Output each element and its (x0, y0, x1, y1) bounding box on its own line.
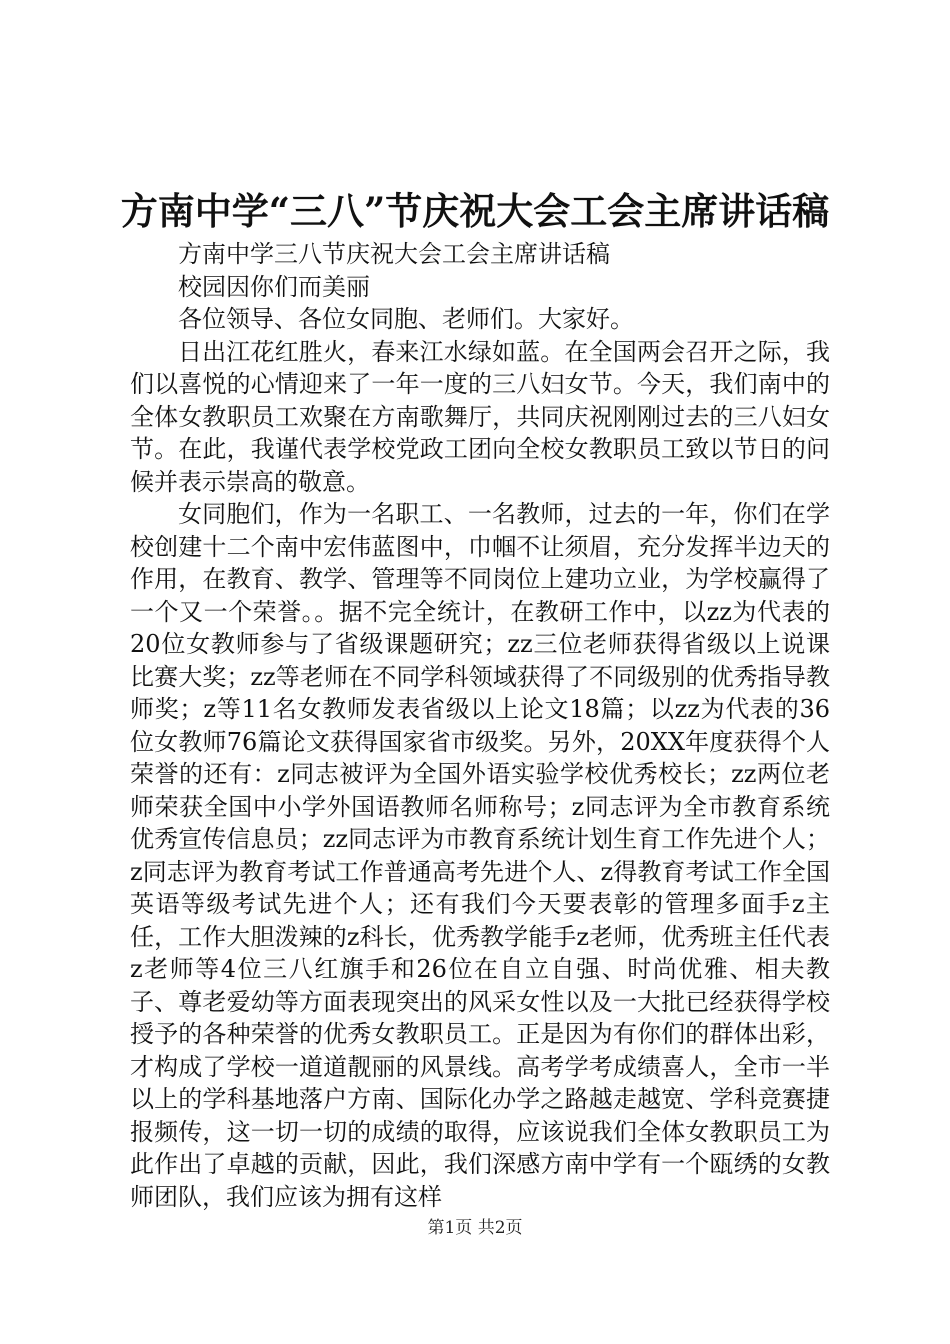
body-paragraph: 方南中学三八节庆祝大会工会主席讲话稿 (178, 240, 610, 268)
body-paragraph: 校园因你们而美丽 (178, 272, 370, 301)
document-title: 方南中学“三八”节庆祝大会工会主席讲话稿 (120, 189, 830, 233)
document-body (130, 238, 830, 1213)
page-number-footer: 第1页 共2页 (427, 1218, 523, 1238)
body-paragraph: 各位领导、各位女同胞、老师们。大家好。 (178, 305, 634, 333)
body-paragraph: 女同胞们，作为一名职工、一名教师，过去的一年，你们在学校创建十二个南中宏伟蓝图中，巾帼不让须眉，充分发挥半边天的作用，在教育、教学、管理等不同岗位上建功立业，为学校赢得了一个又一个荣誉。。据不完全统计，在教研工作中，以zz为代表的20位女教师参与了省级课题研究；zz三位老师获得省级以上说课比赛大奖；zz等老师在不同学科领域获得了不同级别的优秀指导教师奖；z等11名女教师发表省级以上论文18篇；以zz为代表的36位女教师76篇论文获得国家省市级奖。另外，20XX年度获得个人荣誉的还有：z同志被评为全国外语实验学校优秀校长；zz两位老师荣获全国中小学外国语教师名师称号；z同志评为全市教育系统优秀宣传信息员；zz同志评为市教育系统计划生育工作先进个人；z同志评为教育考试工作普通高考先进个人、z得教育考试工作全国英语等级考试先进个人；还有我们今天要表彰的管理多面手z主任，工作大胆泼辣的z科长，优秀教学能手z老师，优秀班主任代表z老师等4位三八红旗手和26位在自立自强、时尚优雅、相夫教子、尊老爱幼等方面表现突出的风采女性以及一大批已经获得学校授予的各种荣誉的优秀女教职员工。正是因为有你们的群体出彩，才构成了学校一道道靓丽的风景线。高考学考成绩喜人，全市一半以上的学科基地落户方南、国际化办学之路越走越宽、学科竞赛捷报频传，这一切一切的成绩的取得，应该说我们全体女教职员工为此作出了卓越的贡献，因此，我们深感方南中学有一个瓯绣的女教师团队，我们应该为拥有这样 (130, 500, 830, 1211)
body-paragraph: 日出江花红胜火，春来江水绿如蓝。在全国两会召开之际，我们以喜悦的心情迎来了一年一度的三八妇女节。今天，我们南中的全体女教职员工欢聚在方南歌舞厅，共同庆祝刚刚过去的三八妇女节。在此，我谨代表学校党政工团向全校女教职员工致以节日的问候并表示崇高的敬意。 (130, 337, 830, 496)
